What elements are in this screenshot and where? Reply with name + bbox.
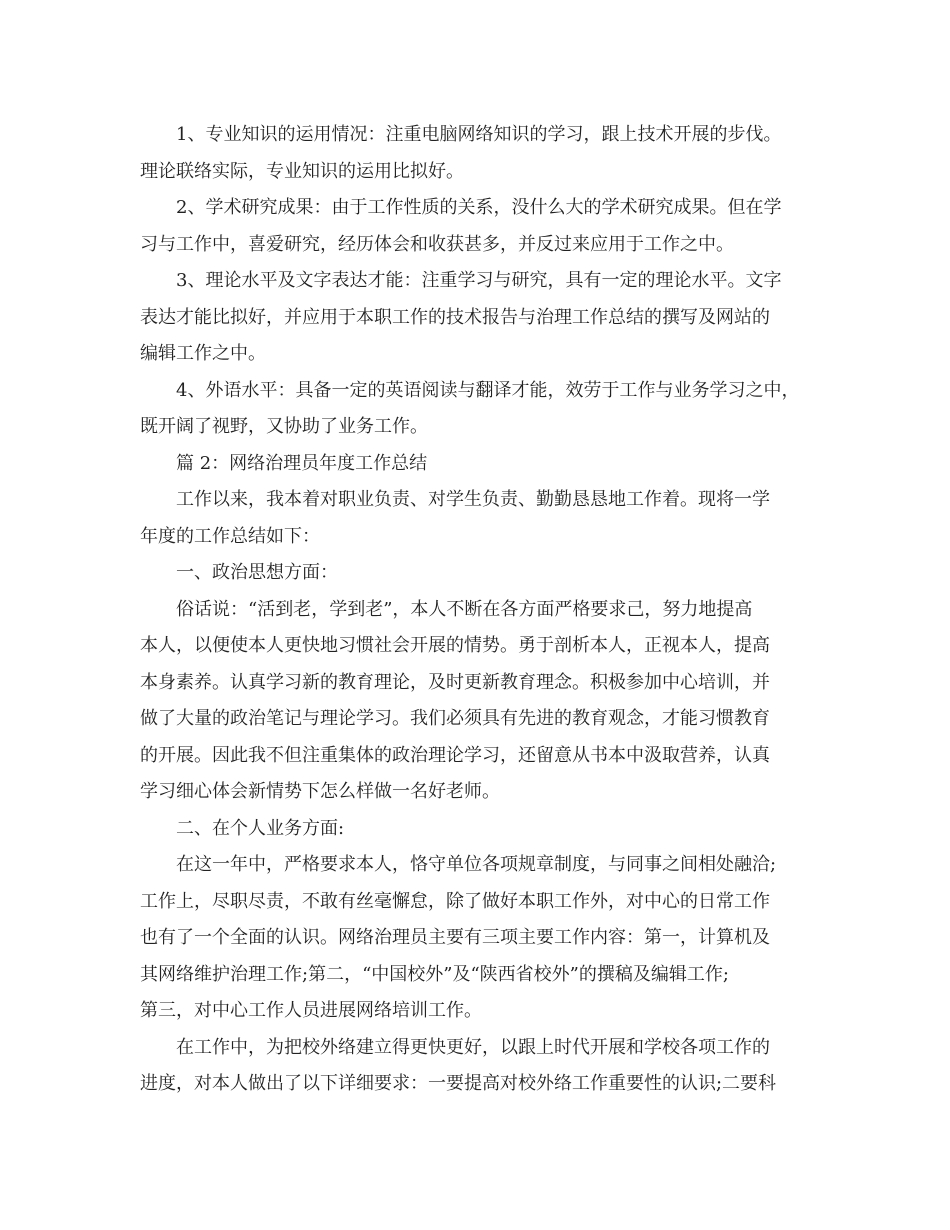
paragraph-first-line: 俗话说：“活到老，学到老”，本人不断在各方面严格要求己，努力地提高 — [176, 598, 753, 620]
paragraph-line: 工作上，尽职尽责，不敢有丝毫懈怠，除了做好本职工作外，对中心的日常工作 — [140, 890, 770, 912]
paragraph-first-line: 篇 2：网络治理员年度工作总结 — [176, 452, 428, 474]
paragraph-line: 理论联络实际，专业知识的运用比拟好。 — [140, 160, 464, 182]
document-body — [140, 117, 820, 1103]
paragraph-first-line: 2、学术研究成果：由于工作性质的关系，没什么大的学术研究成果。但在学 — [176, 197, 782, 218]
paragraph-first-line: 1、专业知识的运用情况：注重电脑网络知识的学习，跟上技术开展的步伐。 — [176, 124, 782, 145]
paragraph — [140, 482, 820, 555]
paragraph-first-line: 在这一年中，严格要求本人，恪守单位各项规章制度，与同事之间相处融洽; — [176, 854, 777, 875]
paragraph-first-line: 一、政治思想方面： — [176, 562, 338, 583]
paragraph — [140, 117, 820, 190]
paragraph — [140, 592, 820, 811]
paragraph-first-line: 工作以来，我本着对职业负责、对学生负责、勤勤恳恳地工作着。现将一学 — [176, 489, 770, 510]
paragraph — [140, 847, 820, 1030]
paragraph — [140, 555, 820, 592]
paragraph-line: 第三，对中心工作人员进展网络培训工作。 — [140, 1000, 482, 1021]
paragraph — [140, 811, 820, 848]
paragraph-line: 表达才能比拟好，并应用于本职工作的技术报告与治理工作总结的撰写及网站的 — [140, 306, 770, 328]
paragraph-first-line: 4、外语水平：具备一定的英语阅读与翻译才能，效劳于工作与业务学习之中， — [176, 379, 800, 401]
paragraph-line: 既开阔了视野，又协助了业务工作。 — [140, 416, 428, 437]
paragraph — [140, 190, 820, 263]
paragraph-line: 编辑工作之中。 — [140, 343, 266, 364]
paragraph-line: 做了大量的政治笔记与理论学习。我们必须具有先进的教育观念，才能习惯教育 — [140, 708, 770, 729]
paragraph — [140, 373, 820, 446]
paragraph — [140, 263, 820, 373]
paragraph-first-line: 在工作中，为把校外络建立得更快更好，以跟上时代开展和学校各项工作的 — [176, 1036, 770, 1058]
paragraph-line: 年度的工作总结如下： — [140, 525, 320, 547]
paragraph-line: 的开展。因此我不但注重集体的政治理论学习，还留意从书本中汲取营养，认真 — [140, 744, 770, 766]
paragraph — [140, 446, 820, 483]
paragraph-line: 本身素养。认真学习新的教育理论，及时更新教育理念。积极参加中心培训，并 — [140, 671, 770, 693]
paragraph-line: 学习细心体会新情势下怎么样做一名好老师。 — [140, 781, 500, 802]
paragraph — [140, 1030, 820, 1103]
paragraph-line: 进度，对本人做出了以下详细要求：一要提高对校外络工作重要性的认识;二要科 — [140, 1073, 777, 1094]
paragraph-line: 习与工作中，喜爱研究，经历体会和收获甚多，并反过来应用于工作之中。 — [140, 233, 734, 255]
paragraph-first-line: 3、理论水平及文字表达才能：注重学习与研究，具有一定的理论水平。文字 — [176, 270, 782, 291]
paragraph-line: 其网络维护治理工作;第二，“中国校外”及“陕西省校外”的撰稿及编辑工作; — [140, 963, 729, 985]
paragraph-line: 本人，以便使本人更快地习惯社会开展的情势。勇于剖析本人，正视本人，提高 — [140, 635, 770, 656]
paragraph-line: 也有了一个全面的认识。网络治理员主要有三项主要工作内容：第一，计算机及 — [140, 927, 770, 948]
paragraph-first-line: 二、在个人业务方面: — [176, 817, 345, 839]
